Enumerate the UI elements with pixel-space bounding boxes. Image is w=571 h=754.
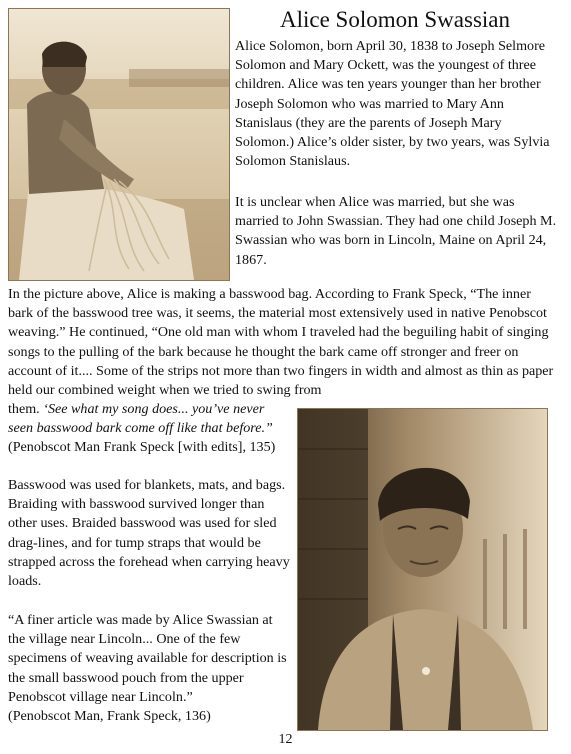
paragraph-marriage: It is unclear when Alice was married, but she was married to John Swassian. They had one child Joseph M. Swassian who was born in Lincoln, Maine on April 24, 1867. <box>235 194 557 268</box>
photo-alice-weaving <box>8 8 230 281</box>
paragraph-finer-article <box>8 611 292 726</box>
paragraph-basswood-bag: In the picture above, Alice is making a basswood bag. According to Frank Speck, “The inner bark of the basswood tree was, it seems, the material most extensively used in native Penobscot weaving.” He continued, “One old man with whom I traveled had the beguiling habit of singing songs to the pulling of the bark because he thought the bark came off stronger and freer on account of it.... Some of the strips not more than two fingers in width and almost as thin as paper held our combined weight when we tried to swing from <box>8 286 554 399</box>
song-quote: ‘See what my song does... you’ve never seen basswood bark come off like that before.” <box>8 401 273 437</box>
finer-article-citation: (Penobscot Man, Frank Speck, 136) <box>8 708 211 725</box>
page-title: Alice Solomon Swassian <box>280 7 510 32</box>
paragraph-birth: Alice Solomon, born April 30, 1838 to Joseph Selmore Solomon and Mary Ockett, was the youngest of three children. Alice was ten years younger than her brother Joseph Solomon who was married to Mary Ann Stanislaus (they are the parents of Joseph Mary Solomon.) Alice’s older sister, by two years, was Sylvia Solomon Stanislaus. <box>235 38 550 170</box>
photo-alice-portrait <box>297 408 548 731</box>
finer-article-quote: “A finer article was made by Alice Swassian at the village near Lincoln... One of the few specimens of weaving available for description is the small basswood pouch from the upper Penobscot village near Lincoln.” <box>8 612 287 705</box>
song-quote-start: them. <box>8 401 40 417</box>
paragraph-song-quote <box>8 400 292 458</box>
song-quote-citation: (Penobscot Man Frank Speck [with edits], 135) <box>8 439 276 456</box>
page-number: 12 <box>278 732 293 747</box>
paragraph-basswood-uses: Basswood was used for blankets, mats, and bags. Braiding with basswood survived longer than other uses. Braided basswood was used for sled drag-lines, and for tump straps that would be strapped across the forehead when carrying heavy loads. <box>8 477 290 590</box>
